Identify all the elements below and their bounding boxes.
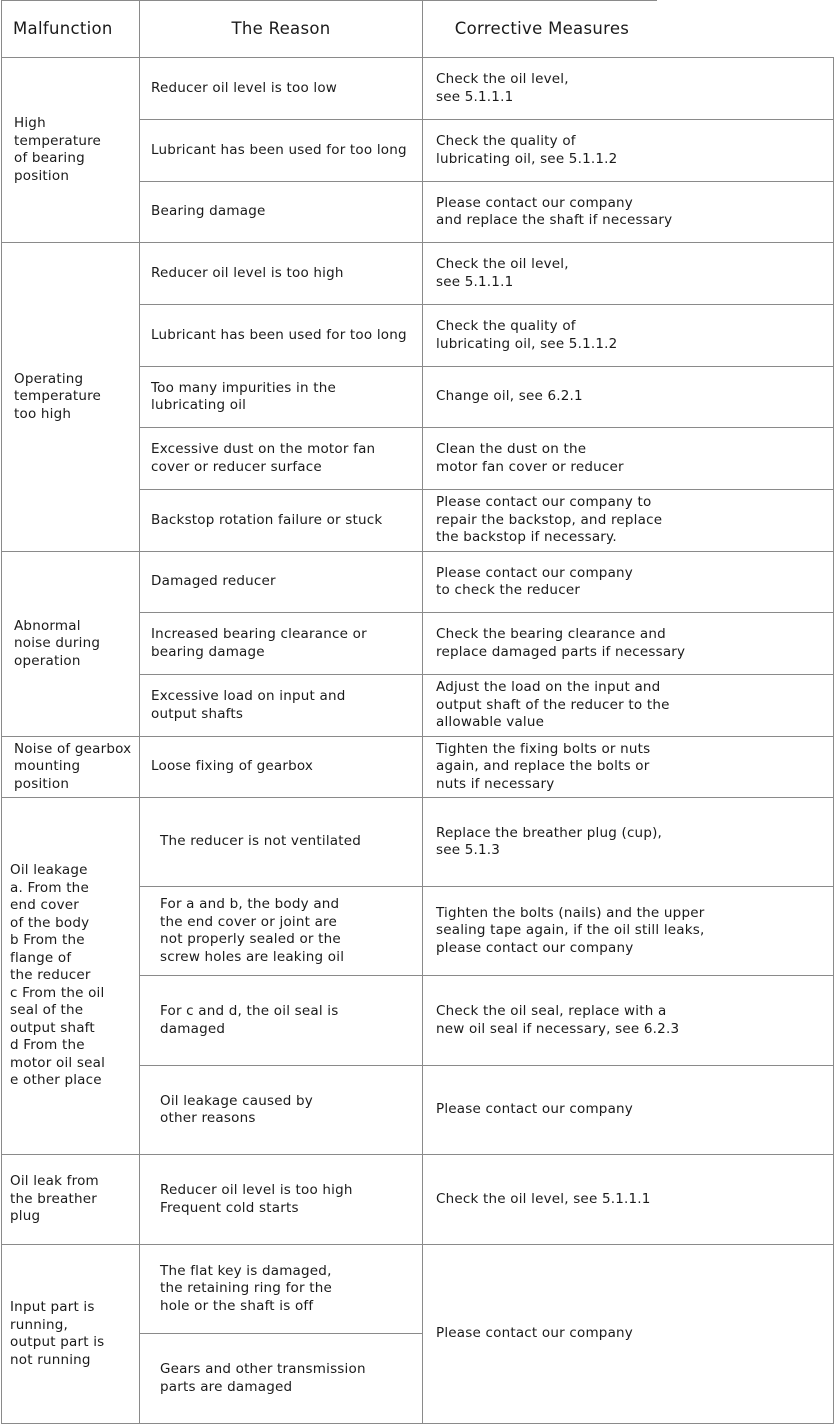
measure-cell: Please contact our company to repair the backstop, and replace the backstop if necessary. xyxy=(436,494,663,546)
reason-cell: Lubricant has been used for too long xyxy=(151,326,407,343)
reason-cell: Increased bearing clearance or bearing damage xyxy=(151,626,367,660)
malfunction-cell: Oil leakage a. From the end cover of the body b From the flange of the reducer c From the oil seal of the output shaft d From the motor oil seal e other place xyxy=(10,862,106,1089)
malfunction-cell: Abnormal noise during operation xyxy=(14,617,101,669)
grid-line xyxy=(422,0,423,1424)
malfunction-cell: Noise of gearbox mounting position xyxy=(14,740,132,792)
measure-cell: Check the bearing clearance and replace damaged parts if necessary xyxy=(436,626,686,660)
measure-cell: Tighten the bolts (nails) and the upper sealing tape again, if the oil still leaks, please contact our company xyxy=(436,904,705,956)
reason-cell: Backstop rotation failure or stuck xyxy=(151,511,383,528)
grid-line xyxy=(1,1423,834,1424)
measure-cell: Tighten the fixing bolts or nuts again, and replace the bolts or nuts if necessary xyxy=(436,740,651,792)
reason-cell: Too many impurities in the lubricating oil xyxy=(151,379,336,413)
reason-cell: For a and b, the body and the end cover or joint are not properly sealed or the screw holes are leaking oil xyxy=(160,896,345,965)
reason-cell: Oil leakage caused by other reasons xyxy=(160,1092,313,1126)
reason-cell: Lubricant has been used for too long xyxy=(151,141,407,158)
measure-cell: Replace the breather plug (cup), see 5.1.3 xyxy=(436,824,663,858)
measure-cell: Please contact our company xyxy=(436,1101,633,1118)
reason-cell: The reducer is not ventilated xyxy=(160,833,362,850)
measure-cell: Check the oil level, see 5.1.1.1 xyxy=(436,256,569,290)
measure-cell: Check the quality of lubricating oil, see 5.1.1.2 xyxy=(436,133,618,167)
measure-cell: Adjust the load on the input and output shaft of the reducer to the allowable value xyxy=(436,679,670,731)
measure-cell: Please contact our company xyxy=(436,1325,633,1342)
reason-cell: Excessive dust on the motor fan cover or reducer surface xyxy=(151,441,376,475)
reason-cell: Bearing damage xyxy=(151,203,266,220)
grid-line xyxy=(1,0,2,1424)
measure-cell: Clean the dust on the motor fan cover or reducer xyxy=(436,441,624,475)
header-malfunction: Malfunction xyxy=(13,19,113,38)
malfunction-cell: Input part is running, output part is not running xyxy=(10,1299,105,1368)
malfunction-cell: Operating temperature too high xyxy=(14,370,102,422)
reason-cell: Gears and other transmission parts are damaged xyxy=(160,1361,366,1395)
reason-cell: Reducer oil level is too high xyxy=(151,264,344,281)
measure-cell: Change oil, see 6.2.1 xyxy=(436,388,583,405)
reason-cell: The flat key is damaged, the retaining ring for the hole or the shaft is off xyxy=(160,1262,332,1314)
reason-cell: Loose fixing of gearbox xyxy=(151,758,314,775)
measure-cell: Please contact our company to check the reducer xyxy=(436,564,633,598)
measure-cell: Check the quality of lubricating oil, see 5.1.1.2 xyxy=(436,318,618,352)
malfunction-cell: High temperature of bearing position xyxy=(14,115,102,184)
reason-cell: Reducer oil level is too high Frequent cold starts xyxy=(160,1182,353,1216)
malfunction-cell: Oil leak from the breather plug xyxy=(10,1173,99,1225)
grid-line xyxy=(833,57,834,1424)
header-measures: Corrective Measures xyxy=(454,19,630,38)
reason-cell: For c and d, the oil seal is damaged xyxy=(160,1003,339,1037)
reason-cell: Excessive load on input and output shafts xyxy=(151,688,346,722)
reason-cell: Reducer oil level is too low xyxy=(151,79,338,96)
measure-cell: Check the oil level, see 5.1.1.1 xyxy=(436,71,569,105)
header-reason: The Reason xyxy=(231,19,331,38)
measure-cell: Check the oil level, see 5.1.1.1 xyxy=(436,1190,651,1207)
measure-cell: Check the oil seal, replace with a new oil seal if necessary, see 6.2.3 xyxy=(436,1003,680,1037)
measure-cell: Please contact our company and replace the shaft if necessary xyxy=(436,194,673,228)
grid-line xyxy=(139,0,140,1424)
reason-cell: Damaged reducer xyxy=(151,573,276,590)
